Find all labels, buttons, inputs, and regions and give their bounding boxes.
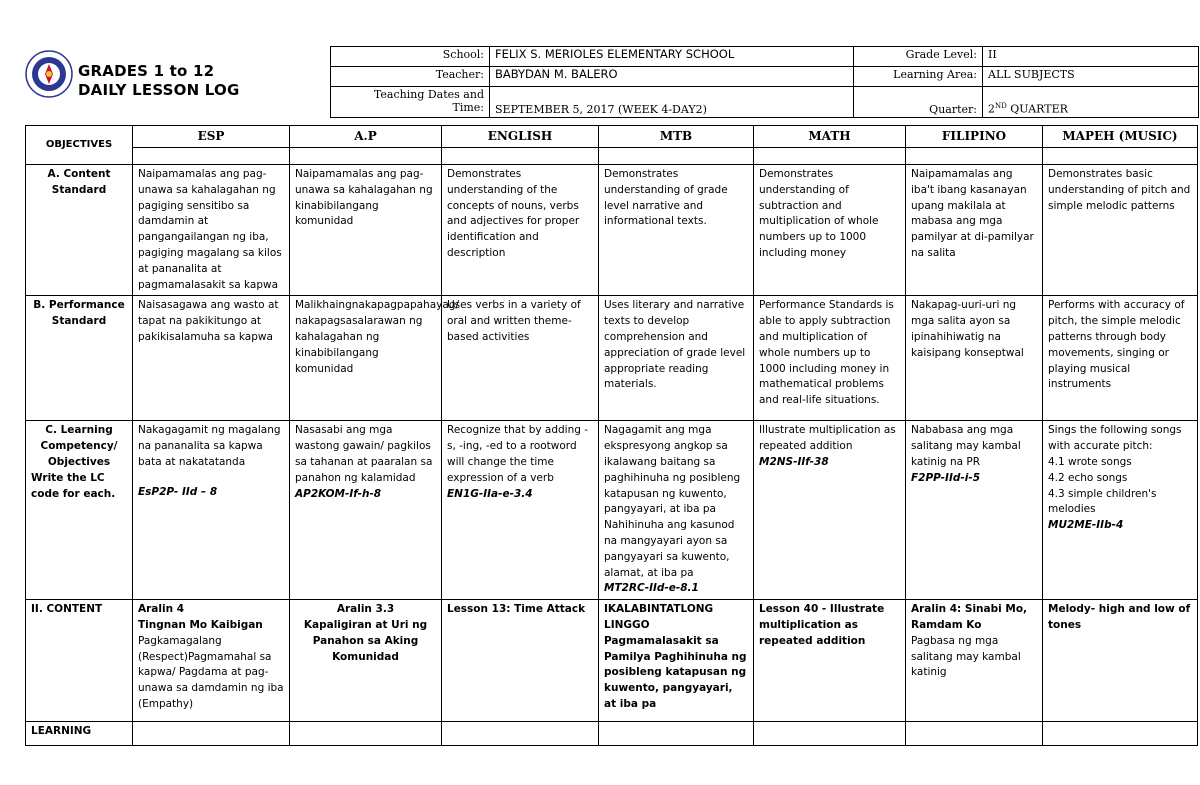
row-label-competency bbox=[26, 421, 133, 600]
ap-text: Nasasabi ang mga wastong gawain/ pagkilos sa tahanan at paaralan sa panahon ng kalamidad bbox=[295, 424, 433, 484]
cell-esp: Naisasagawa ang wasto at tapat na pakikitungo at pakikisalamuha sa kapwa bbox=[133, 296, 290, 421]
col-mtb: MTB bbox=[599, 126, 754, 148]
column-header-row bbox=[26, 126, 1198, 148]
blank-cell bbox=[599, 722, 754, 746]
english-code: EN1G-IIa-e-3.4 bbox=[447, 487, 533, 500]
blank-cell bbox=[290, 722, 442, 746]
col-ap: A.P bbox=[290, 126, 442, 148]
col-filipino: FILIPINO bbox=[906, 126, 1043, 148]
blank-row bbox=[26, 148, 1198, 165]
esp-subtitle: Tingnan Mo Kaibigan bbox=[138, 618, 263, 631]
col-objectives: OBJECTIVES bbox=[26, 126, 133, 165]
competency-label-note: Write the LC code for each. bbox=[31, 471, 116, 500]
area-label: Learning Area: bbox=[854, 67, 983, 87]
blank-cell bbox=[754, 148, 906, 165]
performance-standard-row bbox=[26, 296, 1198, 421]
competency-label: C. Learning Competency/ Objectives bbox=[40, 424, 118, 468]
mtb-content: Pagmamalasakit sa Pamilya Paghihinuha ng posibleng katapusan ng kuwento, pangyayari, at iba pa bbox=[604, 634, 747, 710]
esp-content: Pagkamagalang (Respect)Pagmamahal sa kapwa/ Pagdama at pag-unawa sa damdamin ng iba (Empathy) bbox=[138, 634, 284, 710]
filipino-code: F2PP-IId-i-5 bbox=[911, 471, 980, 484]
ap-subtitle: Kapaligiran at Uri ng Panahon sa Aking Komunidad bbox=[303, 618, 428, 663]
math-code: M2NS-IIf-38 bbox=[759, 455, 829, 468]
cell-math: Lesson 40 - Illustrate multiplication as repeated addition bbox=[754, 600, 906, 722]
mtb-code: MT2RC-IId-e-8.1 bbox=[604, 582, 699, 595]
mapeh-code: MU2ME-IIb-4 bbox=[1048, 519, 1124, 532]
cell-mapeh: Melody- high and low of tones bbox=[1043, 600, 1198, 722]
ap-title: Aralin 3.3 bbox=[336, 603, 395, 616]
blank-cell bbox=[599, 148, 754, 165]
teacher-label: Teacher: bbox=[331, 67, 490, 87]
dates-label bbox=[331, 87, 490, 118]
cell-mtb: Demonstrates understanding of grade level narrative and informational texts. bbox=[599, 165, 754, 296]
brand-line1: GRADES 1 to 12 bbox=[78, 62, 215, 80]
quarter-value bbox=[983, 87, 1199, 118]
blank-cell bbox=[1043, 148, 1198, 165]
teacher-value: BABYDAN M. BALERO bbox=[490, 67, 854, 87]
cell-english: Demonstrates understanding of the concepts of nouns, verbs and adjectives for proper identification and description bbox=[442, 165, 599, 296]
dates-value bbox=[490, 87, 854, 118]
cell-filipino: Naipamamalas ang iba't ibang kasanayan upang makilala at mabasa ang mga pamilyar at di-pamilyar na salita bbox=[906, 165, 1043, 296]
brand-line2: DAILY LESSON LOG bbox=[78, 81, 240, 99]
mtb-title: IKALABINTATLONG LINGGO bbox=[604, 603, 714, 631]
filipino-title: Aralin 4: Sinabi Mo, Ramdam Ko bbox=[911, 603, 1028, 631]
quarter-sup: ND bbox=[995, 102, 1007, 111]
esp-text: Nakagagamit ng magalang na pananalita sa kapwa bata at nakatatanda bbox=[138, 424, 281, 468]
brand-title bbox=[78, 62, 240, 100]
blank-cell bbox=[1043, 722, 1198, 746]
math-text: Illustrate multiplication as repeated addition bbox=[759, 424, 896, 453]
area-value: ALL SUBJECTS bbox=[983, 67, 1199, 87]
cell-mapeh: Demonstrates basic understanding of pitch and simple melodic patterns bbox=[1043, 165, 1198, 296]
learning-row bbox=[26, 722, 1198, 746]
cell-ap bbox=[290, 421, 442, 600]
row-label-learning: LEARNING bbox=[26, 722, 133, 746]
quarter-num: 2 bbox=[988, 103, 995, 116]
ap-code: AP2KOM-If-h-8 bbox=[295, 487, 382, 500]
mapeh-item: 4.1 wrote songs bbox=[1048, 455, 1132, 468]
english-text: Recognize that by adding -s, -ing, -ed to a rootword will change the time expression of a verb bbox=[447, 424, 589, 484]
col-mapeh: MAPEH (MUSIC) bbox=[1043, 126, 1198, 148]
deped-seal-logo bbox=[25, 50, 73, 98]
cell-filipino: Nakapag-uuri-uri ng mga salita ayon sa ipinahihiwatig na kaisipang konseptwal bbox=[906, 296, 1043, 421]
row-label-performance-standard: B. Performance Standard bbox=[26, 296, 133, 421]
esp-title: Aralin 4 bbox=[138, 603, 185, 616]
cell-esp: Naipamamalas ang pag-unawa sa kahalagahan ng pagiging sensitibo sa damdamin at pangangailangan ng iba, pagiging magalang sa kilos at pananalita at pagmamalasakit sa kapwa bbox=[133, 165, 290, 296]
filipino-text: Nababasa ang mga salitang may kambal katinig na PR bbox=[911, 424, 1021, 468]
blank-cell bbox=[442, 148, 599, 165]
mapeh-item: 4.3 simple children's melodies bbox=[1048, 487, 1157, 516]
cell-ap: Malikhaingnakapagpapahayag/ nakapagsasalarawan ng kahalagahan ng kinabibilangang komunidad bbox=[290, 296, 442, 421]
filipino-content: Pagbasa ng mga salitang may kambal katinig bbox=[911, 634, 1021, 679]
blank-cell bbox=[442, 722, 599, 746]
blank-cell bbox=[754, 722, 906, 746]
cell-esp bbox=[133, 421, 290, 600]
cell-esp bbox=[133, 600, 290, 722]
quarter-label bbox=[854, 87, 983, 118]
cell-math: Demonstrates understanding of subtraction and multiplication of whole numbers up to 1000 including money bbox=[754, 165, 906, 296]
row-label-content: II. CONTENT bbox=[26, 600, 133, 722]
cell-mapeh: Performs with accuracy of pitch, the simple melodic patterns through body movements, singing or playing musical instruments bbox=[1043, 296, 1198, 421]
cell-mtb bbox=[599, 421, 754, 600]
cell-filipino bbox=[906, 421, 1043, 600]
blank-cell bbox=[906, 722, 1043, 746]
mapeh-text: Sings the following songs with accurate pitch: bbox=[1048, 424, 1182, 453]
blank-cell bbox=[133, 148, 290, 165]
content-standard-row bbox=[26, 165, 1198, 296]
cell-ap bbox=[290, 600, 442, 722]
mtb-text: Nagagamit ang mga ekspresyong angkop sa ikalawang baitang sa paghihinuha ng posibleng katapusan ng kuwento, pangyayari, at iba pa Nahihinuha ang kasunod na mangyayari ayon sa pangyayari sa kuwento, alamat, at iba pa bbox=[604, 424, 741, 579]
dates-label-line2: Time: bbox=[452, 101, 484, 114]
blank-cell bbox=[290, 148, 442, 165]
grade-label: Grade Level: bbox=[854, 47, 983, 67]
col-math: MATH bbox=[754, 126, 906, 148]
dates-label-line1: Teaching Dates and bbox=[373, 88, 484, 101]
esp-code: EsP2P- IId – 8 bbox=[138, 485, 218, 498]
cell-mtb: Uses literary and narrative texts to develop comprehension and appreciation of grade level appropriate reading materials. bbox=[599, 296, 754, 421]
dates-text: SEPTEMBER 5, 2017 (WEEK 4-DAY2) bbox=[495, 103, 707, 116]
school-label: School: bbox=[331, 47, 490, 67]
cell-filipino bbox=[906, 600, 1043, 722]
mapeh-item: 4.2 echo songs bbox=[1048, 471, 1128, 484]
cell-mapeh bbox=[1043, 421, 1198, 600]
cell-english: Lesson 13: Time Attack bbox=[442, 600, 599, 722]
blank-cell bbox=[133, 722, 290, 746]
quarter-word: QUARTER bbox=[1010, 103, 1068, 116]
lesson-log-table bbox=[25, 125, 1198, 746]
col-english: ENGLISH bbox=[442, 126, 599, 148]
cell-math bbox=[754, 421, 906, 600]
blank-cell bbox=[906, 148, 1043, 165]
col-esp: ESP bbox=[133, 126, 290, 148]
grade-value: II bbox=[983, 47, 1199, 67]
cell-math: Performance Standards is able to apply subtraction and multiplication of whole numbers up to 1000 including money in mathematical problems and real-life situations. bbox=[754, 296, 906, 421]
header-info-table bbox=[330, 46, 1199, 118]
cell-english bbox=[442, 421, 599, 600]
cell-english: Uses verbs in a variety of oral and written theme-based activities bbox=[442, 296, 599, 421]
content-row bbox=[26, 600, 1198, 722]
cell-mtb bbox=[599, 600, 754, 722]
school-value: FELIX S. MERIOLES ELEMENTARY SCHOOL bbox=[490, 47, 854, 67]
row-label-content-standard: A. Content Standard bbox=[26, 165, 133, 296]
competency-row bbox=[26, 421, 1198, 600]
quarter-label-text: Quarter: bbox=[929, 103, 977, 116]
cell-ap: Naipamamalas ang pag-unawa sa kahalagahan ng kinabibilangang komunidad bbox=[290, 165, 442, 296]
